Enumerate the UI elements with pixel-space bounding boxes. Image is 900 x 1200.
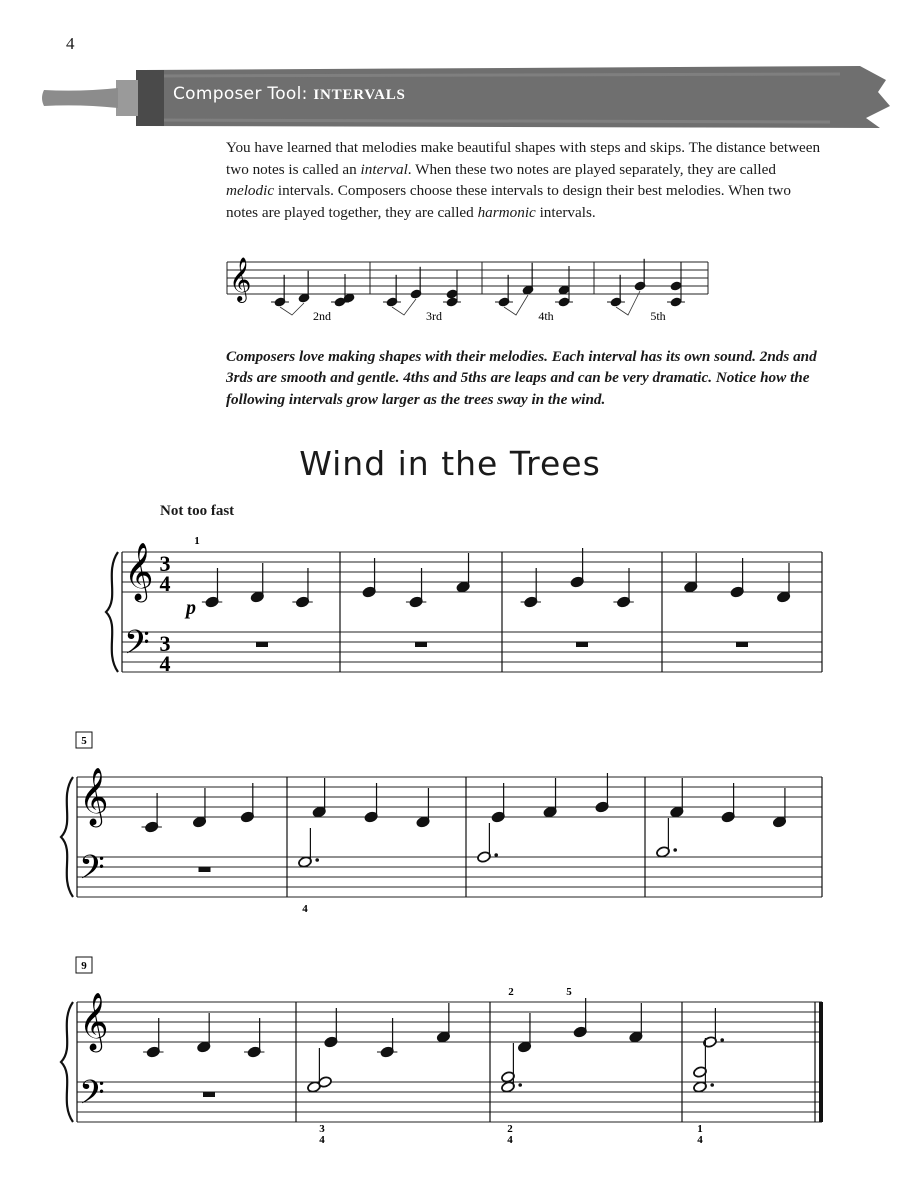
time-signature-top: 3 [159,631,171,656]
treble-clef: 𝄞 [124,542,154,600]
grand-staff-brace [106,552,118,672]
fingering-number: 1 [194,535,200,547]
interval-label-3rd: 3rd [426,309,442,323]
augmentation-dot [673,848,677,852]
treble-clef: 𝄞 [79,992,109,1050]
final-barline-thick [819,1002,823,1122]
bass-clef: 𝄢 [79,849,105,895]
augmentation-dot [494,853,498,857]
interval-label-4th: 4th [538,309,554,323]
tempo-marking: Not too fast [160,503,235,519]
augmentation-dot [518,1083,522,1087]
time-signature-bottom: 4 [159,571,171,596]
intro-paragraph: You have learned that melodies make beautiful shapes with steps and skips. The distance between two notes is called an interval. When these two notes are played separately, they are called melodic intervals. Composers choose these intervals to design their best melodies. When two notes are played together, they are called harmonic intervals. [226,139,821,221]
dynamic-marking: p [186,597,196,619]
page-number: 4 [66,34,75,53]
whole-rest [199,867,211,872]
treble-clef: 𝄞 [79,767,109,825]
song-title: Wind in the Trees [299,444,601,483]
fingering-number: 2 [508,986,514,998]
score-system [61,732,822,897]
whole-rest [256,642,268,647]
tip-paragraph: Composers love making shapes with their melodies. Each interval has its own sound. 2nds and 3rds are smooth and gentle. 4ths and 5ths are leaps and can be very dramatic. Notice how the following intervals grow larger as the trees sway in the wind. [226,348,817,408]
measure-number: 5 [81,735,87,747]
fingering-number: 3 [319,1123,325,1135]
fingering-number: 2 [507,1123,513,1135]
treble-clef: 𝄞 [229,257,252,301]
bass-clef: 𝄢 [79,1074,105,1120]
interval-label-5th: 5th [650,309,666,323]
whole-rest [736,642,748,647]
augmentation-dot [720,1038,724,1042]
whole-rest [203,1092,215,1097]
grand-staff-brace [61,1002,73,1122]
time-signature-top: 3 [159,551,171,576]
measure-number: 9 [81,960,87,972]
fingering-number: 1 [697,1123,703,1135]
bass-clef: 𝄢 [124,624,150,670]
section-title: Composer Tool: INTERVALS [173,84,406,104]
fingering-number: 4 [319,1134,325,1146]
interval-label-2nd: 2nd [313,309,331,323]
fingering-number: 4 [697,1134,703,1146]
whole-rest [576,642,588,647]
time-signature-bottom: 4 [159,651,171,676]
score-system [61,957,823,1122]
fingering-number: 5 [566,986,572,998]
augmentation-dot [315,858,319,862]
augmentation-dot [710,1083,714,1087]
score-system [106,542,822,676]
fingering-number: 4 [507,1134,513,1146]
whole-rest [415,642,427,647]
grand-staff-brace [61,777,73,897]
fingering-number: 4 [302,903,308,915]
